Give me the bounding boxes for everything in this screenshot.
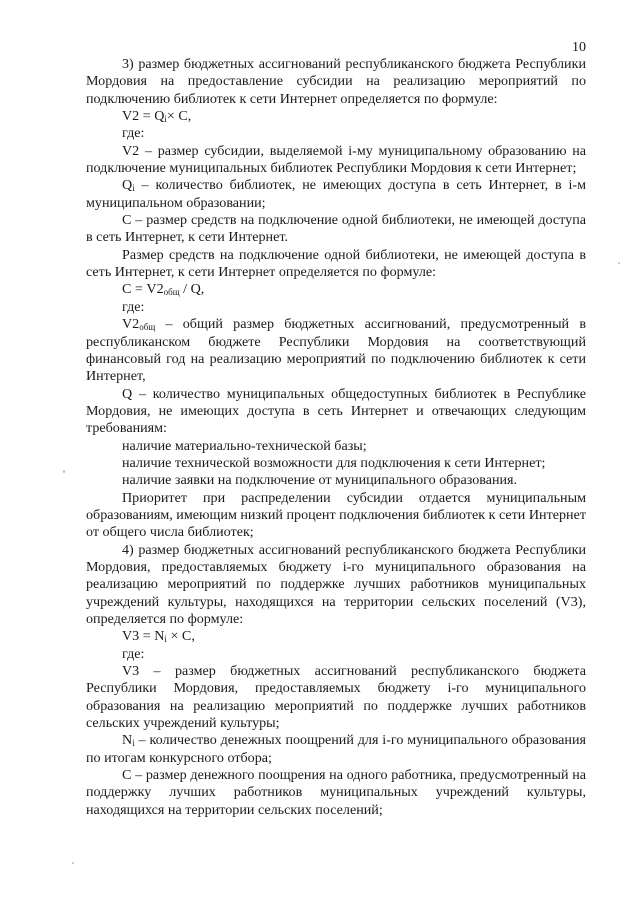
definition-c: С – размер средств на подключение одной библиотеки, не имеющей доступа в сеть Интернет, к сети Интернет. — [86, 212, 586, 246]
definition-v3: V3 – размер бюджетных ассигнований республиканского бюджета Республики Мордовия, предоставляемых бюджету i-го муниципального образования на реализацию мероприятий по поддержке лучших работников сельских учреждений культуры; — [86, 663, 586, 732]
size-intro: Размер средств на подключение одной библиотеки, не имеющей доступа в сеть Интернет, к сети Интернет определяется по формуле: — [86, 246, 586, 281]
definition-ni: $N_i$ – количество денежных поощрений для i-го муниципального образования по итогам конкурсного отбора; — [86, 732, 586, 766]
scan-speck — [72, 862, 74, 864]
paragraph-3-intro: 3) размер бюджетных ассигнований республиканского бюджета Республики Мордовия на предоставление субсидии на реализацию мероприятий по подключению библиотек к сети Интернет определяется по формуле: — [86, 56, 586, 107]
scan-speck — [618, 262, 620, 264]
requirement-item: наличие материально-технической базы; — [122, 437, 367, 454]
document-body — [86, 56, 586, 819]
definition-c2: С – размер денежного поощрения на одного работника, предусмотренный на поддержку лучших работников муниципальных учреждений культуры, находящихся на территории сельских поселений; — [86, 767, 586, 818]
where-label: где: — [122, 125, 145, 142]
formula-v3: $V3 = N_i \times С$, — [122, 628, 195, 645]
definition-qi: $Q_i$ – количество библиотек, не имеющих доступа в сеть Интернет, в i-м муниципальном образовании; — [86, 177, 586, 211]
requirement-item: наличие технической возможности для подключения к сети Интернет; — [122, 454, 546, 471]
where-label: где: — [122, 298, 145, 315]
definition-v2-obsh: $V2_{общ}$ – общий размер бюджетных ассигнований, предусмотренный в республиканском бюджете Республики Мордовия на соответствующий финансовый год на реализацию мероприятий по подключению библиотек к сети Интернет, — [86, 316, 586, 385]
formula-c: $С = V2_{общ} / Q$, — [122, 281, 205, 298]
definition-q: Q – количество муниципальных общедоступных библиотек в Республике Мордовия, не имеющих доступа в сеть Интернет и отвечающих следующим требованиям: — [86, 385, 586, 437]
page-number: 10 — [572, 40, 586, 55]
formula-v2: $V2 = Q_i\times C$, — [122, 108, 192, 125]
where-label: где: — [122, 645, 145, 662]
paragraph-4-intro: 4) размер бюджетных ассигнований республиканского бюджета Республики Мордовия, предоставляемых бюджету i-го муниципального образования на реализацию мероприятий по поддержке лучших работников муниципальных учреждений культуры, находящихся на территории сельских поселений (V3), определяется по формуле: — [86, 541, 586, 627]
requirement-item: наличие заявки на подключение от муниципального образования. — [122, 472, 518, 489]
scan-speck — [63, 470, 65, 473]
priority-paragraph: Приоритет при распределении субсидии отдается муниципальным образованиям, имеющим низкий процент подключения библиотек к сети Интернет от общего числа библиотек; — [86, 489, 586, 541]
definition-v2: V2 – размер субсидии, выделяемой i-му муниципальному образованию на подключение муниципальных библиотек Республики Мордовия к сети Интернет; — [86, 142, 586, 177]
